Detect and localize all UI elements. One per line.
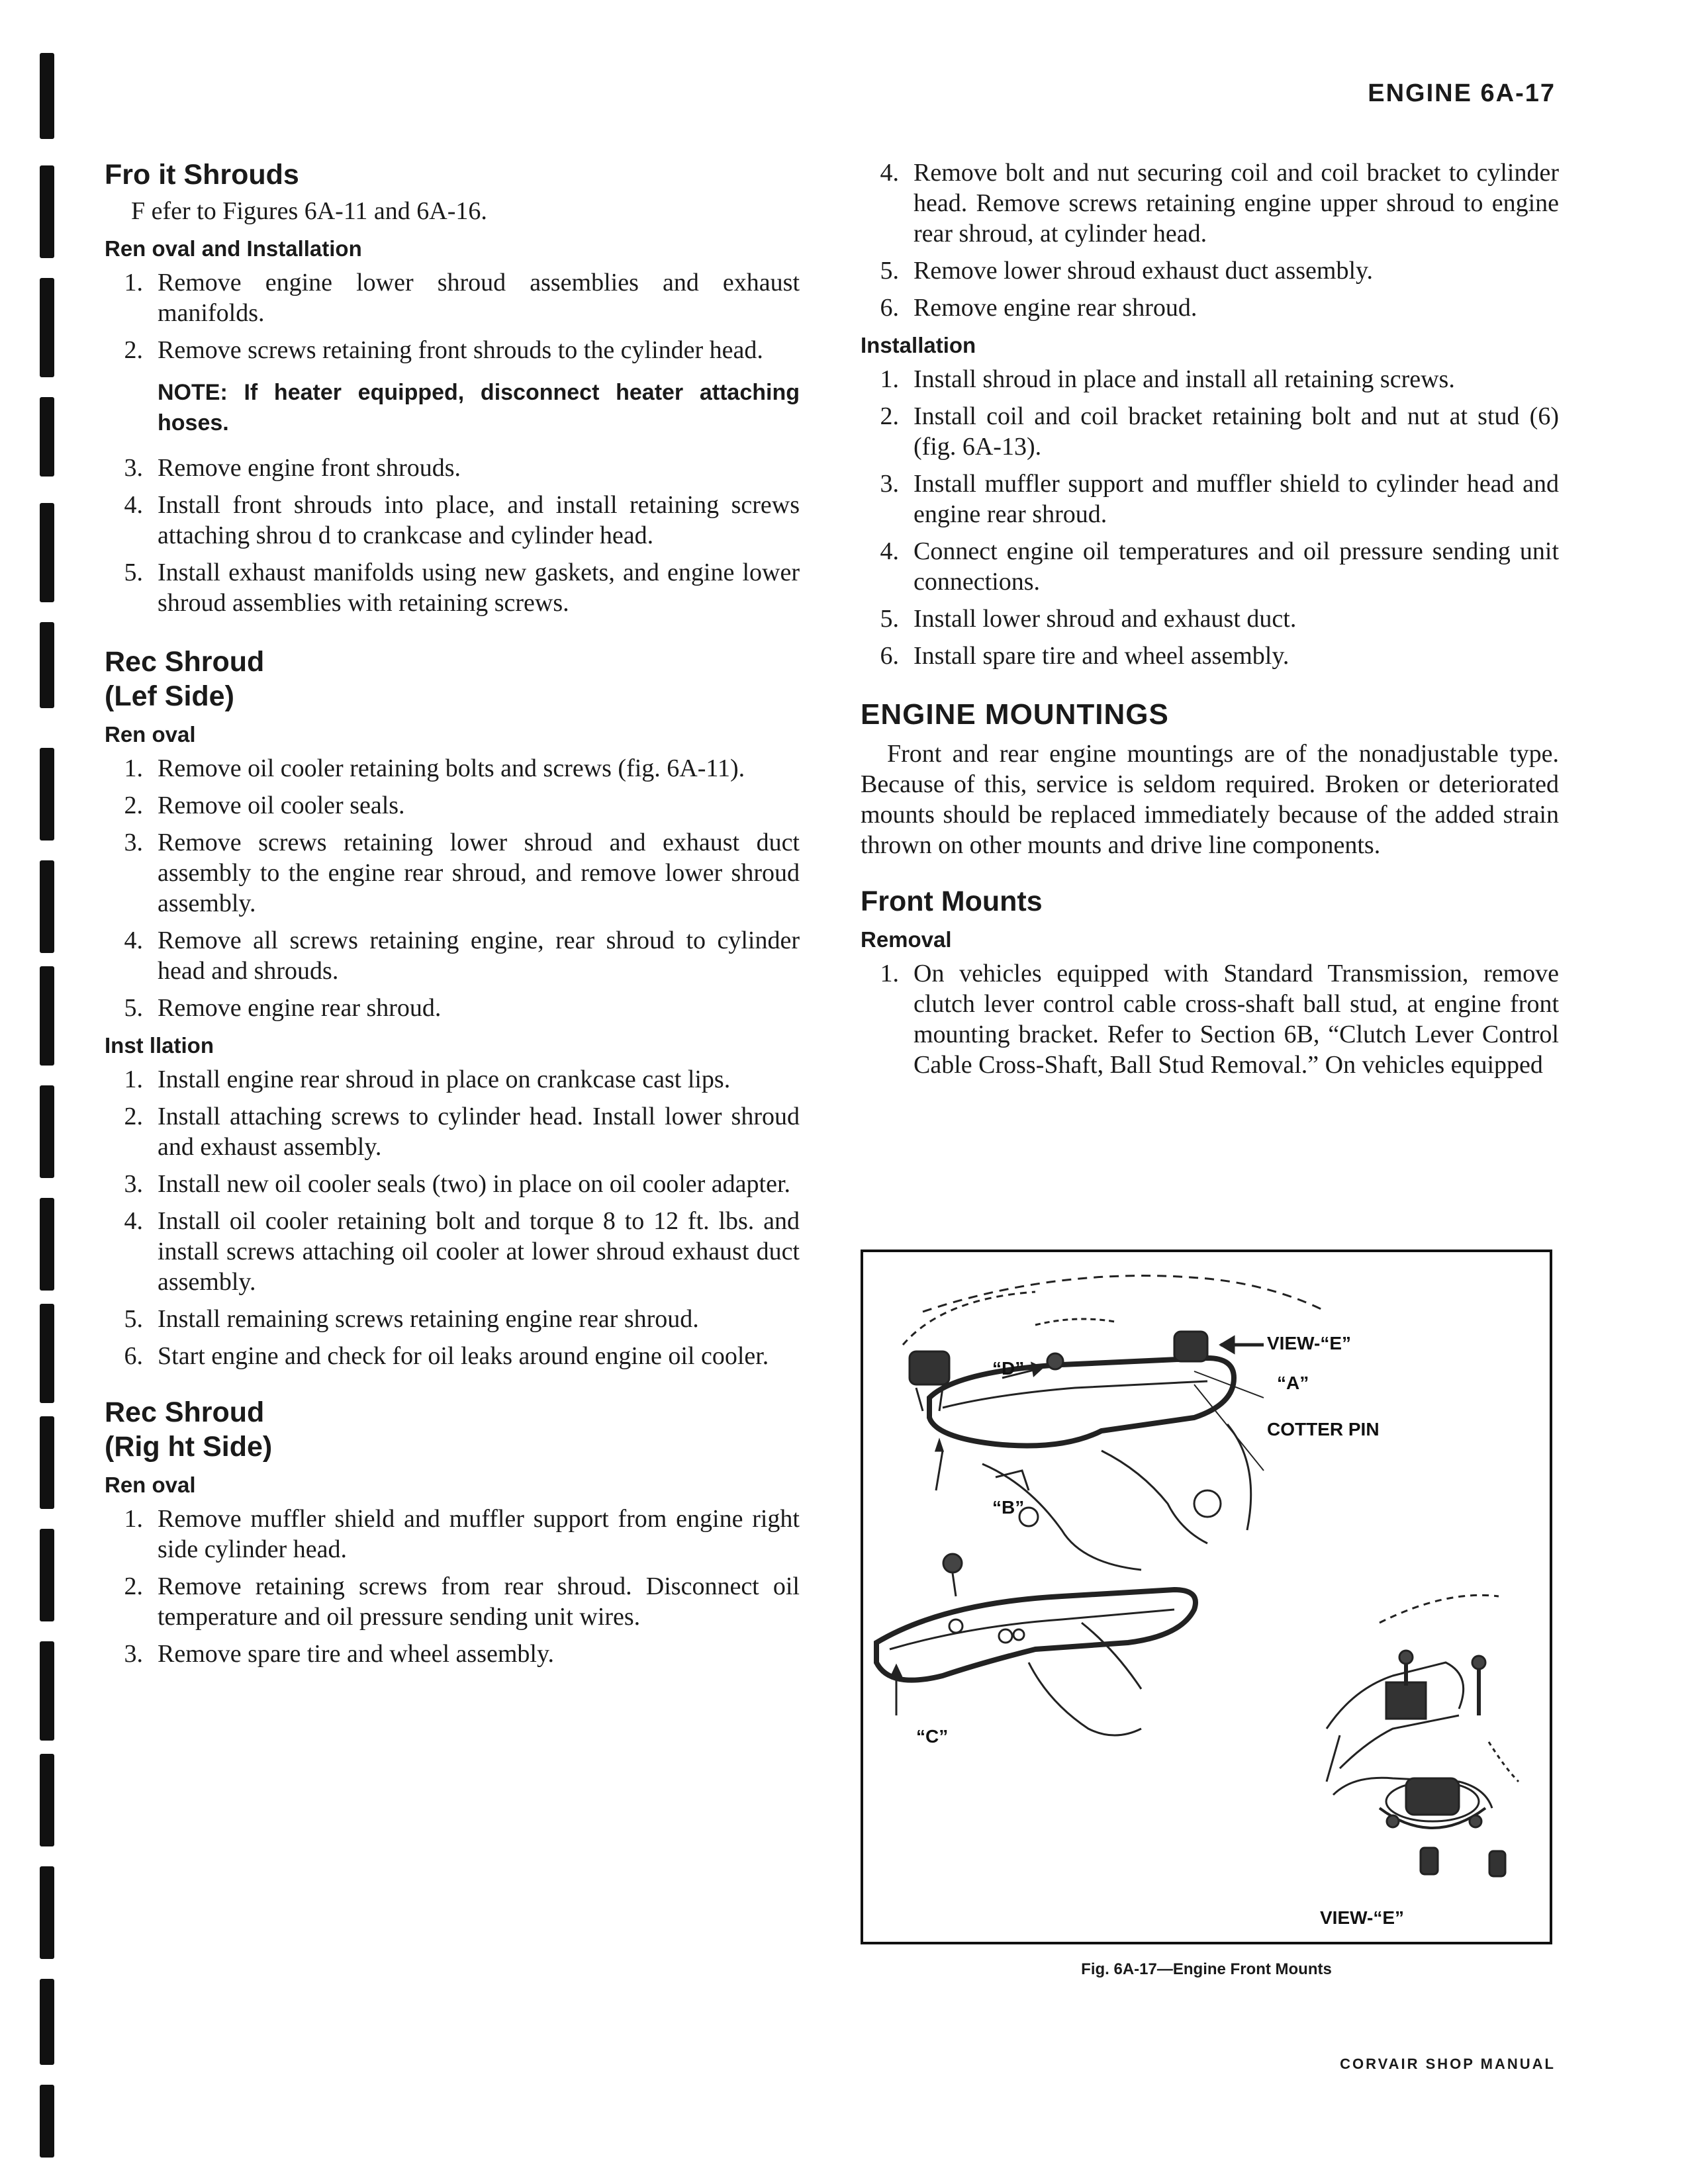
step-text: Remove oil cooler seals. <box>158 792 405 819</box>
step-number: 3. <box>124 1170 143 1198</box>
rear-right-removal-heading: Ren oval <box>105 1473 196 1497</box>
right-column <box>861 158 1559 1089</box>
front-mounts-removal-steps <box>861 958 1559 1080</box>
list-item <box>105 1504 800 1565</box>
rear-shroud-left-section <box>105 645 800 1371</box>
step-text: Remove all screws retaining engine, rear shroud to cylinder head and shrouds. <box>158 927 800 985</box>
rear-right-removal-steps <box>105 1504 800 1669</box>
step-number: 2. <box>124 792 143 819</box>
step-text: Remove spare tire and wheel assembly. <box>158 1640 555 1668</box>
step-number: 5. <box>880 605 899 633</box>
rear-shroud-left-title-line1: Rec Shroud <box>105 646 265 678</box>
step-number: 6. <box>880 294 899 322</box>
step-text: Install new oil cooler seals (two) in place on oil cooler adapter. <box>158 1170 791 1198</box>
label-d: “D” <box>992 1358 1025 1379</box>
step-number: 4. <box>880 537 899 565</box>
list-item <box>105 453 800 483</box>
step-text: Install coil and coil bracket retaining bolt and nut at stud (6) (fig. 6A-13). <box>914 402 1559 461</box>
step-text: Start engine and check for oil leaks around engine oil cooler. <box>158 1342 769 1370</box>
figure-caption: Fig. 6A-17—Engine Front Mounts <box>1081 1960 1332 1978</box>
front-shrouds-section <box>105 158 800 618</box>
step-number: 5. <box>124 994 143 1022</box>
list-item <box>105 790 800 821</box>
right-installation-heading: Installation <box>861 333 976 357</box>
step-number: 2. <box>124 1103 143 1130</box>
list-item <box>105 753 800 784</box>
list-item <box>861 293 1559 323</box>
rear-left-installation-heading: Inst llation <box>105 1033 214 1058</box>
rear-shroud-left-title-line2: (Lef Side) <box>105 680 234 712</box>
list-item <box>861 469 1559 529</box>
list-item <box>105 925 800 986</box>
list-item <box>861 536 1559 597</box>
engine-mountings-paragraph: Front and rear engine mountings are of the nonadjustable type. Because of this, service is seldom required. Broken or deteriorated mounts should be replaced immediately because of the added strain thrown on other mounts and drive line components. <box>861 740 1559 859</box>
step-text: On vehicles equipped with Standard Transmission, remove clutch lever control cable cross-shaft ball stud, at engine front mounting bracket. Refer to Section 6B, “Clutch Lever Control Cable Cross-Shaft, Ball Stud Removal.” On vehicles equipped <box>914 960 1559 1079</box>
step-number: 1. <box>880 960 899 987</box>
rear-left-removal-steps <box>105 753 800 1023</box>
step-text: Install front shrouds into place, and install retaining screws attaching shrou d to crankcase and cylinder head. <box>158 491 800 549</box>
list-item <box>861 641 1559 671</box>
front-shrouds-title: Fro it Shrouds <box>105 159 299 191</box>
list-item <box>861 364 1559 394</box>
step-number: 3. <box>880 470 899 498</box>
label-view-e-arrow: VIEW-“E” <box>1267 1333 1351 1353</box>
list-item <box>105 1341 800 1371</box>
step-text: Install muffler support and muffler shield to cylinder head and engine rear shroud. <box>914 470 1559 528</box>
front-shrouds-removal-heading: Ren oval and Installation <box>105 236 362 261</box>
step-number: 4. <box>880 159 899 187</box>
running-head: ENGINE 6A-17 <box>1368 79 1556 107</box>
step-text: Install attaching screws to cylinder head. Install lower shroud and exhaust assembly. <box>158 1103 800 1161</box>
page-footer: CORVAIR SHOP MANUAL <box>1340 2056 1556 2072</box>
step-text: Remove engine lower shroud assemblies and exhaust manifolds. <box>158 269 800 327</box>
step-text: Remove oil cooler retaining bolts and screws (fig. 6A-11). <box>158 754 745 782</box>
label-a: “A” <box>1277 1373 1309 1393</box>
step-text: Remove engine rear shroud. <box>158 994 442 1022</box>
list-item <box>105 993 800 1023</box>
list-item <box>861 958 1559 1080</box>
step-number: 5. <box>124 559 143 586</box>
list-item <box>105 1169 800 1199</box>
step-text: Install oil cooler retaining bolt and torque 8 to 12 ft. lbs. and install screws attaching oil cooler at lower shroud exhaust duct assembly. <box>158 1207 800 1296</box>
front-shrouds-steps-a <box>105 267 800 365</box>
front-mounts-removal-heading: Removal <box>861 927 952 952</box>
step-number: 6. <box>124 1342 143 1370</box>
list-item <box>105 1639 800 1669</box>
step-text: Install spare tire and wheel assembly. <box>914 642 1289 670</box>
list-item <box>105 557 800 618</box>
step-number: 3. <box>124 454 143 482</box>
label-c: “C” <box>916 1726 949 1747</box>
label-view-e-bottom: VIEW-“E” <box>1320 1907 1404 1928</box>
list-item <box>105 335 800 365</box>
list-item <box>105 1571 800 1632</box>
list-item <box>861 255 1559 286</box>
list-item <box>861 604 1559 634</box>
rear-left-removal-heading: Ren oval <box>105 722 196 747</box>
step-text: Remove engine rear shroud. <box>914 294 1197 322</box>
right-installation-steps <box>861 364 1559 671</box>
step-number: 1. <box>880 365 899 393</box>
rear-right-removal-steps-continued <box>861 158 1559 323</box>
step-text: Connect engine oil temperatures and oil pressure sending unit connections. <box>914 537 1559 596</box>
rear-shroud-right-title-line2: (Rig ht Side) <box>105 1431 273 1463</box>
step-number: 5. <box>880 257 899 285</box>
step-text: Remove bolt and nut securing coil and coil bracket to cylinder head. Remove screws retaining engine upper shroud to engine rear shroud, at cylinder head. <box>914 159 1559 248</box>
step-number: 3. <box>124 829 143 856</box>
step-text: Remove screws retaining lower shroud and exhaust duct assembly to the engine rear shroud, and remove lower shroud assembly. <box>158 829 800 917</box>
front-shrouds-intro: F efer to Figures 6A-11 and 6A-16. <box>131 197 487 225</box>
step-text: Remove lower shroud exhaust duct assembly. <box>914 257 1374 285</box>
step-text: Install shroud in place and install all retaining screws. <box>914 365 1455 393</box>
list-item <box>105 827 800 919</box>
step-number: 1. <box>124 754 143 782</box>
step-text: Remove engine front shrouds. <box>158 454 461 482</box>
step-text: Install exhaust manifolds using new gaskets, and engine lower shroud assemblies with retaining screws. <box>158 559 800 617</box>
step-number: 4. <box>124 1207 143 1235</box>
list-item <box>105 267 800 328</box>
step-number: 5. <box>124 1305 143 1333</box>
engine-mountings-title: ENGINE MOUNTINGS <box>861 698 1169 731</box>
step-text: Remove muffler shield and muffler support from engine right side cylinder head. <box>158 1505 800 1563</box>
rear-left-installation-steps <box>105 1064 800 1371</box>
step-text: Remove retaining screws from rear shroud. Disconnect oil temperature and oil pressure sending unit wires. <box>158 1572 800 1631</box>
list-item <box>105 1206 800 1297</box>
step-number: 3. <box>124 1640 143 1668</box>
list-item <box>861 158 1559 249</box>
rear-shroud-right-title-line1: Rec Shroud <box>105 1396 265 1428</box>
step-number: 2. <box>880 402 899 430</box>
step-number: 1. <box>124 269 143 296</box>
step-text: Install remaining screws retaining engine rear shroud. <box>158 1305 699 1333</box>
step-number: 2. <box>124 336 143 364</box>
list-item <box>105 490 800 551</box>
rear-shroud-right-section <box>105 1395 800 1669</box>
list-item <box>105 1101 800 1162</box>
mount-illustration <box>863 1252 1550 1942</box>
step-text: Remove screws retaining front shrouds to the cylinder head. <box>158 336 763 364</box>
list-item <box>105 1064 800 1095</box>
front-mounts-title: Front Mounts <box>861 886 1043 917</box>
step-number: 6. <box>880 642 899 670</box>
binding-edge <box>40 26 54 2158</box>
step-number: 1. <box>124 1066 143 1093</box>
list-item <box>105 1304 800 1334</box>
engine-front-mounts-figure <box>861 1250 1552 1944</box>
left-column <box>105 158 800 1678</box>
list-item <box>861 401 1559 462</box>
label-cotter-pin: COTTER PIN <box>1267 1419 1380 1439</box>
step-number: 1. <box>124 1505 143 1533</box>
step-number: 4. <box>124 927 143 954</box>
front-shrouds-steps-b <box>105 453 800 618</box>
label-b: “B” <box>992 1497 1025 1518</box>
step-text: Install lower shroud and exhaust duct. <box>914 605 1297 633</box>
step-number: 4. <box>124 491 143 519</box>
step-text: Install engine rear shroud in place on crankcase cast lips. <box>158 1066 731 1093</box>
heater-note: NOTE: If heater equipped, disconnect heater attaching hoses. <box>158 380 800 435</box>
step-number: 2. <box>124 1572 143 1600</box>
